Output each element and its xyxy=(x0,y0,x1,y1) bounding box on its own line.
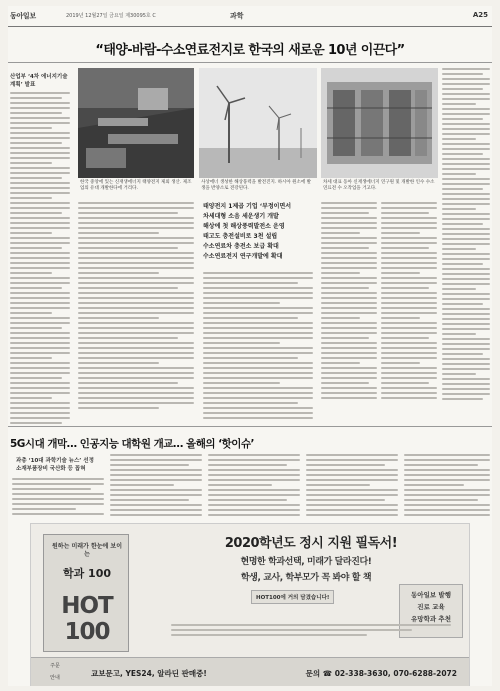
photo-solar-facility xyxy=(78,68,194,178)
article-column-5 xyxy=(381,202,437,402)
article-column-2 xyxy=(78,202,194,412)
article-column-3 xyxy=(203,272,313,422)
book-advertisement xyxy=(30,523,470,686)
order-label-line: 안내 xyxy=(50,675,60,681)
article-column-6 xyxy=(442,68,490,403)
section-title: 과학 xyxy=(230,12,244,20)
pull-quote-line: 태양전지 1제곱 기업 ‘부정이면서 xyxy=(203,203,292,210)
pull-quote-line: 수소연료차 충전소 보급 확대 xyxy=(203,243,279,250)
photo-caption-2: 사상에너 생성한 해상풍력을 발전진지. 하시아 원소에 발생을 반양소로 전강된다. xyxy=(201,180,311,191)
pull-quote xyxy=(203,202,313,262)
second-headline: 5G시대 개막… 인공지능 대학원 개교… 올해의 ‘핫이슈’ xyxy=(10,438,255,450)
order-label xyxy=(35,660,75,684)
main-headline: “태양-바람-수소연료전지로 한국의 새로운 10년 이끈다” xyxy=(95,43,405,58)
masthead-rule xyxy=(8,26,492,27)
article-subhead: 산업부 ‘4차 에너지기술계획’ 발표 xyxy=(10,74,68,88)
issue-date: 2019년 12월27일 금요일 제30095호 C xyxy=(66,13,156,19)
bottom-column-4 xyxy=(306,454,398,519)
photo-caption-3: 차세 대표 동아 신재생에너지 연구원 및 개발한 인수 수소연료전 수 오작업을 거고다. xyxy=(323,180,435,191)
ad-title: 2020학년도 정시 지원 필독서! xyxy=(224,536,398,551)
bottom-column-3 xyxy=(208,454,300,519)
ad-slogan-2: 학생, 교사, 학부모가 꼭 봐야 할 책 xyxy=(240,573,372,583)
ad-info-line: 유망학과 추천 xyxy=(411,615,451,623)
headline-rule xyxy=(8,62,492,63)
ad-body-text xyxy=(171,624,451,639)
photo-caption-1: 한국 중앙에 있는 신재생에너지 태양전지 제외 생산. 제조업의 유대 개발한다에 거리다. xyxy=(80,180,192,191)
bottom-column-2 xyxy=(110,454,202,519)
article-column-4 xyxy=(321,202,377,402)
bottom-column-1 xyxy=(12,478,104,518)
masthead xyxy=(8,10,492,24)
pull-quote-line: 수소연료전지 연구개발에 확대 xyxy=(203,253,283,260)
kicker-line: 소재부품장비 국산화 등 꼽혀 xyxy=(16,466,86,472)
ad-info-line: 동아일보 발행 xyxy=(411,591,451,599)
ad-phone-numbers: 문의 ☎ 02-338-3630, 070-6288-2072 xyxy=(305,669,457,678)
newspaper-page xyxy=(8,6,492,686)
second-kicker xyxy=(16,457,94,473)
bottom-column-5 xyxy=(404,454,490,519)
book-cover-title: HOT 100 xyxy=(61,593,113,645)
article-column-1 xyxy=(10,72,70,427)
ad-footer-bar xyxy=(31,657,469,686)
book-cover-tagline: 원하는 미래가 한눈에 보이는 xyxy=(51,543,123,558)
pull-quote-line: 차세대형 소음 세운생기 개발 xyxy=(203,213,279,220)
section-divider xyxy=(8,426,492,427)
ad-info-line: 진로 교육 xyxy=(417,603,445,611)
book-cover xyxy=(43,534,129,652)
ad-slogan-1: 현명한 학과선택, 미래가 달라진다! xyxy=(240,557,372,567)
kicker-line: 과총 ‘10대 과학기술 뉴스’ 선정 xyxy=(16,458,94,464)
paper-logo: 동아일보 xyxy=(10,12,36,20)
page-number: A25 xyxy=(472,11,488,19)
order-label-line: 주문 xyxy=(50,663,60,669)
ad-bookstores: 교보문고, YES24, 알라딘 판매중! xyxy=(91,669,207,678)
ad-badge: HOT100에 거의 담겼습니다! xyxy=(251,590,334,604)
book-cover-subtitle: 학과 100 xyxy=(62,567,112,580)
pull-quote-line: 해상에 첫 해상풍력발전소 운영 xyxy=(203,223,285,230)
photo-fuel-cell-plant xyxy=(321,68,438,178)
photo-wind-turbines xyxy=(199,68,317,178)
pull-quote-line: 태고도 충전설비로 3천 설립 xyxy=(203,233,278,240)
